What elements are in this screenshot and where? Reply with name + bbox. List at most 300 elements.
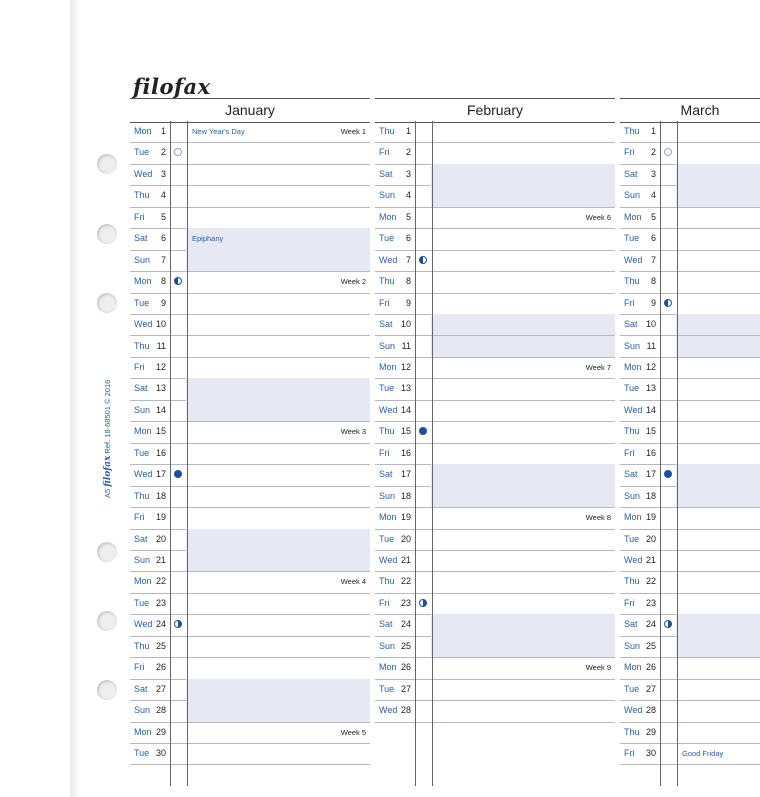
- weekday-label: Thu: [379, 276, 395, 287]
- column-divider: [432, 121, 433, 786]
- day-row[interactable]: [130, 722, 370, 744]
- day-row[interactable]: [130, 250, 370, 272]
- weekday-label: Sun: [379, 640, 396, 651]
- day-row[interactable]: [620, 400, 760, 422]
- day-number: 17: [400, 469, 411, 480]
- month-column-february: [375, 98, 615, 786]
- weekday-label: Sun: [379, 340, 396, 351]
- day-number: 29: [645, 726, 656, 737]
- weekday-label: Fri: [624, 447, 635, 458]
- day-number: 25: [645, 640, 656, 651]
- day-row[interactable]: [620, 743, 760, 765]
- day-row[interactable]: [620, 571, 760, 593]
- day-number: 28: [400, 705, 411, 716]
- binder-hole: [97, 542, 117, 562]
- day-number: 29: [155, 726, 166, 737]
- weekday-label: Wed: [134, 619, 153, 630]
- day-row[interactable]: [375, 550, 615, 572]
- day-row[interactable]: [375, 142, 615, 164]
- day-number: 17: [155, 469, 166, 480]
- day-number: 27: [645, 683, 656, 694]
- day-number: 18: [645, 490, 656, 501]
- day-row[interactable]: [375, 164, 615, 186]
- day-row[interactable]: [130, 700, 370, 722]
- day-number: 23: [155, 597, 166, 608]
- day-number: 20: [645, 533, 656, 544]
- day-row[interactable]: [620, 207, 760, 229]
- day-row[interactable]: [375, 336, 615, 358]
- first-quarter-moon-icon: [174, 620, 182, 628]
- day-number: 22: [400, 576, 411, 587]
- weekday-label: Sat: [134, 533, 148, 544]
- day-number: 4: [160, 190, 166, 201]
- day-row[interactable]: [620, 550, 760, 572]
- day-number: 25: [400, 640, 411, 651]
- day-number: 23: [400, 597, 411, 608]
- holiday-label: Epiphany: [192, 234, 224, 244]
- weekday-label: Mon: [624, 361, 642, 372]
- day-row[interactable]: [620, 271, 760, 293]
- last-quarter-moon-icon: [174, 277, 182, 285]
- binder-hole: [97, 611, 117, 631]
- day-row[interactable]: [620, 700, 760, 722]
- column-divider: [660, 121, 661, 786]
- weekday-label: Thu: [134, 640, 150, 651]
- week-number: Week 4: [340, 577, 366, 587]
- day-number: 21: [645, 555, 656, 565]
- day-row[interactable]: [130, 357, 370, 379]
- day-number: 11: [156, 340, 166, 351]
- month-header: March: [620, 98, 760, 123]
- weekday-label: Sat: [379, 168, 393, 179]
- day-row[interactable]: [375, 271, 615, 293]
- day-number: 26: [645, 662, 656, 673]
- weekday-label: Sun: [624, 640, 641, 651]
- day-number: 1: [650, 126, 656, 136]
- weekday-label: Mon: [134, 426, 152, 437]
- weekday-label: Tue: [624, 533, 640, 544]
- day-number: 14: [645, 404, 656, 415]
- weekday-label: Wed: [134, 319, 153, 330]
- month-header: January: [130, 98, 370, 123]
- day-row[interactable]: [620, 121, 760, 143]
- day-row[interactable]: [130, 293, 370, 315]
- day-row[interactable]: [130, 336, 370, 358]
- weekday-label: Sat: [624, 319, 638, 330]
- weekday-label: Fri: [624, 597, 635, 608]
- weekday-label: Mon: [134, 276, 152, 287]
- day-row[interactable]: [375, 700, 615, 722]
- weekday-label: Mon: [624, 211, 642, 222]
- day-number: 24: [645, 619, 656, 630]
- month-header: February: [375, 98, 615, 123]
- full-moon-icon: [664, 470, 672, 478]
- day-number: 13: [155, 383, 166, 394]
- day-row[interactable]: [375, 121, 615, 143]
- day-number: 16: [400, 447, 411, 458]
- day-number: 16: [645, 447, 656, 458]
- day-number: 10: [400, 319, 411, 330]
- day-row[interactable]: [620, 228, 760, 250]
- empty-row: [130, 765, 370, 786]
- weekday-label: Sun: [624, 490, 641, 501]
- week-number: Week 2: [340, 277, 366, 287]
- weekday-label: Wed: [379, 254, 398, 265]
- day-number: 26: [400, 662, 411, 673]
- day-number: 12: [645, 361, 656, 372]
- holiday-label: New Year's Day: [192, 127, 245, 136]
- day-row[interactable]: [130, 421, 370, 443]
- day-row[interactable]: [130, 185, 370, 207]
- day-row[interactable]: [620, 443, 760, 465]
- weekday-label: Tue: [624, 233, 640, 244]
- day-row[interactable]: [130, 679, 370, 701]
- weekday-label: Mon: [379, 662, 397, 673]
- weekday-label: Sun: [134, 705, 151, 716]
- column-divider: [170, 121, 171, 786]
- weekday-label: Sat: [134, 383, 148, 394]
- day-row[interactable]: [375, 636, 615, 658]
- weekday-label: Fri: [134, 662, 145, 673]
- month-column-january: [130, 98, 370, 786]
- week-number: Week 7: [585, 362, 611, 372]
- weekday-label: Mon: [134, 126, 152, 136]
- day-row[interactable]: [375, 314, 615, 336]
- binder-hole: [97, 680, 117, 700]
- day-number: 9: [405, 297, 411, 308]
- weekday-label: Sat: [379, 469, 393, 480]
- day-row[interactable]: [620, 142, 760, 164]
- day-row[interactable]: [375, 657, 615, 679]
- full-moon-icon: [174, 470, 182, 478]
- weekday-label: Tue: [624, 383, 640, 394]
- day-number: 3: [650, 168, 656, 179]
- weekday-label: Wed: [624, 254, 643, 265]
- day-row[interactable]: [130, 486, 370, 508]
- day-number: 28: [155, 705, 166, 716]
- week-number: Week 9: [585, 663, 611, 673]
- weekday-label: Thu: [134, 190, 150, 201]
- weekday-label: Mon: [624, 512, 642, 523]
- day-number: 30: [645, 748, 656, 759]
- day-row[interactable]: [375, 486, 615, 508]
- day-number: 23: [645, 597, 656, 608]
- day-number: 24: [155, 619, 166, 630]
- day-row[interactable]: [375, 443, 615, 465]
- day-row[interactable]: [620, 464, 760, 486]
- day-number: 7: [160, 254, 166, 265]
- day-row[interactable]: [620, 636, 760, 658]
- day-row[interactable]: [620, 529, 760, 551]
- last-quarter-moon-icon: [419, 256, 427, 264]
- day-row[interactable]: [620, 679, 760, 701]
- day-row[interactable]: [130, 529, 370, 551]
- day-row[interactable]: [620, 293, 760, 315]
- day-number: 7: [405, 254, 411, 265]
- day-row[interactable]: [130, 614, 370, 636]
- day-row[interactable]: [620, 378, 760, 400]
- day-row[interactable]: [130, 743, 370, 765]
- weekday-label: Sat: [379, 619, 393, 630]
- day-row[interactable]: [620, 722, 760, 744]
- weekday-label: Tue: [134, 597, 150, 608]
- weekday-label: Fri: [624, 147, 635, 158]
- weekday-label: Sun: [624, 190, 641, 201]
- weekday-label: Tue: [379, 233, 395, 244]
- day-row[interactable]: [620, 185, 760, 207]
- day-row[interactable]: [620, 164, 760, 186]
- day-number: 4: [405, 190, 411, 201]
- month-column-march: [620, 98, 760, 786]
- day-row[interactable]: [130, 571, 370, 593]
- weekday-label: Wed: [624, 555, 643, 565]
- weekday-label: Fri: [379, 447, 390, 458]
- day-number: 3: [160, 168, 166, 179]
- day-number: 18: [400, 490, 411, 501]
- weekday-label: Mon: [624, 662, 642, 673]
- day-number: 19: [645, 512, 656, 523]
- side-logo: filofax: [103, 455, 113, 487]
- weekday-label: Thu: [134, 490, 150, 501]
- day-row[interactable]: [130, 443, 370, 465]
- day-row[interactable]: [130, 464, 370, 486]
- binder-hole: [97, 293, 117, 313]
- day-row[interactable]: [375, 400, 615, 422]
- day-number: 8: [405, 276, 411, 287]
- week-number: Week 1: [340, 127, 366, 136]
- day-number: 27: [155, 683, 166, 694]
- day-row[interactable]: [620, 314, 760, 336]
- weekday-label: Sun: [379, 490, 396, 501]
- weekday-label: Fri: [624, 748, 635, 759]
- binder-hole: [97, 224, 117, 244]
- weekday-label: Sun: [379, 190, 396, 201]
- side-reference: [103, 380, 113, 498]
- day-row[interactable]: [620, 421, 760, 443]
- day-row[interactable]: [375, 293, 615, 315]
- copyright: © 2016: [103, 379, 112, 404]
- day-row[interactable]: [620, 357, 760, 379]
- day-row[interactable]: [130, 400, 370, 422]
- weekday-label: Sat: [624, 469, 638, 480]
- day-number: 5: [405, 211, 411, 222]
- day-row[interactable]: [130, 271, 370, 293]
- day-number: 15: [155, 426, 166, 437]
- day-row[interactable]: [620, 507, 760, 529]
- day-number: 27: [400, 683, 411, 694]
- day-number: 22: [155, 576, 166, 587]
- week-number: Week 5: [340, 727, 366, 737]
- day-row[interactable]: [375, 421, 615, 443]
- day-row[interactable]: [375, 378, 615, 400]
- day-row[interactable]: [375, 529, 615, 551]
- day-number: 1: [160, 126, 166, 136]
- weekday-label: Tue: [379, 383, 395, 394]
- weekday-label: Tue: [134, 748, 150, 759]
- weekday-label: Fri: [379, 597, 390, 608]
- weekday-label: Sun: [134, 555, 151, 565]
- day-number: 22: [645, 576, 656, 587]
- day-row[interactable]: [620, 250, 760, 272]
- day-number: 24: [400, 619, 411, 630]
- weekday-label: Mon: [379, 361, 397, 372]
- day-number: 16: [155, 447, 166, 458]
- day-row[interactable]: [375, 614, 615, 636]
- weekday-label: Fri: [379, 147, 390, 158]
- empty-row: [375, 765, 615, 786]
- day-row[interactable]: [375, 593, 615, 615]
- weekday-label: Wed: [134, 168, 153, 179]
- day-number: 5: [650, 211, 656, 222]
- first-quarter-moon-icon: [664, 620, 672, 628]
- weekday-label: Thu: [624, 726, 640, 737]
- day-row[interactable]: [375, 250, 615, 272]
- weekday-label: Mon: [134, 726, 152, 737]
- empty-row: [375, 722, 615, 743]
- day-number: 11: [401, 340, 411, 351]
- weekday-label: Wed: [134, 469, 153, 480]
- day-row[interactable]: [620, 486, 760, 508]
- week-number: Week 8: [585, 513, 611, 523]
- day-row[interactable]: [130, 228, 370, 250]
- weekday-label: Wed: [624, 404, 643, 415]
- day-number: 4: [650, 190, 656, 201]
- day-number: 25: [155, 640, 166, 651]
- day-row[interactable]: [130, 164, 370, 186]
- day-row[interactable]: [375, 228, 615, 250]
- day-row[interactable]: [620, 614, 760, 636]
- product-ref: Ref. 18-68501: [103, 406, 112, 454]
- day-number: 28: [645, 705, 656, 716]
- day-number: 11: [646, 340, 656, 351]
- day-row[interactable]: [375, 464, 615, 486]
- day-number: 2: [650, 147, 656, 158]
- day-number: 8: [160, 276, 166, 287]
- weekday-label: Tue: [134, 147, 150, 158]
- weekday-label: Sun: [134, 254, 151, 265]
- weekday-label: Thu: [624, 426, 640, 437]
- day-number: 3: [405, 168, 411, 179]
- column-divider: [415, 121, 416, 786]
- new-moon-icon: [664, 148, 672, 156]
- day-row[interactable]: [620, 657, 760, 679]
- weekday-label: Wed: [624, 705, 643, 716]
- day-number: 10: [645, 319, 656, 330]
- weekday-label: Sat: [379, 319, 393, 330]
- weekday-label: Sun: [624, 340, 641, 351]
- column-divider: [187, 121, 188, 786]
- weekday-label: Mon: [134, 576, 152, 587]
- weekday-label: Fri: [134, 361, 145, 372]
- day-row[interactable]: [375, 207, 615, 229]
- day-row[interactable]: [375, 679, 615, 701]
- day-number: 17: [645, 469, 656, 480]
- new-moon-icon: [174, 148, 182, 156]
- weekday-label: Wed: [379, 555, 398, 565]
- day-row[interactable]: [375, 185, 615, 207]
- day-number: 13: [645, 383, 656, 394]
- weekday-label: Thu: [624, 576, 640, 587]
- week-number: Week 3: [340, 427, 366, 437]
- day-number: 9: [160, 297, 166, 308]
- weekday-label: Sat: [134, 683, 148, 694]
- day-number: 14: [155, 404, 166, 415]
- weekday-label: Thu: [379, 576, 395, 587]
- paper-size: A5: [103, 488, 112, 498]
- page-edge-shadow: [70, 0, 80, 797]
- weekday-label: Mon: [379, 512, 397, 523]
- day-number: 10: [155, 319, 166, 330]
- binder-hole: [97, 154, 117, 174]
- weekday-label: Wed: [379, 404, 398, 415]
- day-number: 12: [155, 361, 166, 372]
- day-number: 15: [645, 426, 656, 437]
- filofax-logo: filofax: [133, 74, 211, 99]
- empty-row: [375, 743, 615, 764]
- day-number: 2: [405, 147, 411, 158]
- day-row[interactable]: [130, 507, 370, 529]
- weekday-label: Thu: [624, 276, 640, 287]
- last-quarter-moon-icon: [664, 299, 672, 307]
- weekday-label: Fri: [379, 297, 390, 308]
- day-number: 21: [155, 555, 166, 565]
- day-row[interactable]: [130, 142, 370, 164]
- weekday-label: Sat: [624, 168, 638, 179]
- weekday-label: Tue: [134, 447, 150, 458]
- day-row[interactable]: [130, 314, 370, 336]
- weekday-label: Sat: [624, 619, 638, 630]
- column-divider: [677, 121, 678, 786]
- weekday-label: Tue: [624, 683, 640, 694]
- day-row[interactable]: [130, 121, 370, 143]
- day-number: 6: [405, 233, 411, 244]
- day-number: 14: [400, 404, 411, 415]
- day-number: 1: [405, 126, 411, 136]
- day-row[interactable]: [620, 593, 760, 615]
- weekday-label: Fri: [134, 512, 145, 523]
- day-number: 5: [160, 211, 166, 222]
- day-row[interactable]: [130, 593, 370, 615]
- day-number: 19: [400, 512, 411, 523]
- day-row[interactable]: [130, 550, 370, 572]
- day-number: 9: [650, 297, 656, 308]
- weekday-label: Tue: [134, 297, 150, 308]
- day-number: 30: [155, 748, 166, 759]
- day-row[interactable]: [620, 336, 760, 358]
- day-row[interactable]: [130, 207, 370, 229]
- day-number: 20: [155, 533, 166, 544]
- day-number: 7: [650, 254, 656, 265]
- weekday-label: Thu: [379, 426, 395, 437]
- weekday-label: Mon: [379, 211, 397, 222]
- weekday-label: Sun: [134, 404, 151, 415]
- day-number: 6: [650, 233, 656, 244]
- day-number: 21: [400, 555, 411, 565]
- empty-row: [620, 765, 760, 786]
- day-row[interactable]: [130, 657, 370, 679]
- day-row[interactable]: [130, 636, 370, 658]
- full-moon-icon: [419, 427, 427, 435]
- day-row[interactable]: [375, 507, 615, 529]
- day-number: 2: [160, 147, 166, 158]
- day-row[interactable]: [130, 378, 370, 400]
- week-number: Week 6: [585, 212, 611, 222]
- holiday-label: Good Friday: [682, 749, 724, 759]
- weekday-label: Tue: [379, 533, 395, 544]
- day-number: 12: [400, 361, 411, 372]
- day-row[interactable]: [375, 357, 615, 379]
- day-row[interactable]: [375, 571, 615, 593]
